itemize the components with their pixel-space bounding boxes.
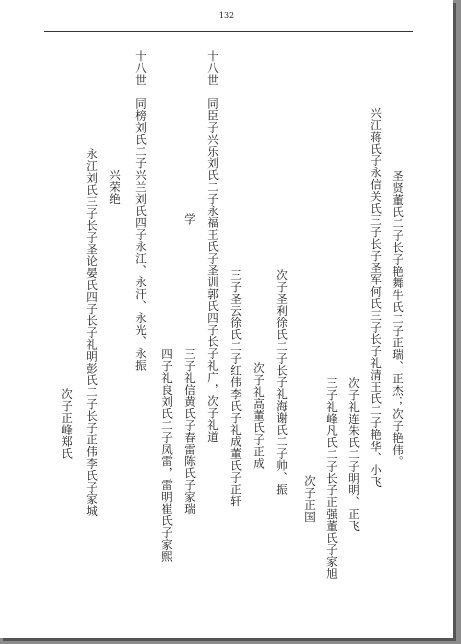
generation-column-18-tongchen: 十八世 同臣子兴乐刘氏二子永福王氏子圣训郭氏四子长子礼广，次子礼道 xyxy=(206,50,220,443)
genealogy-column-12: 四子礼良刘氏二子凤雷，雷明崔氏子家熙 xyxy=(160,348,174,563)
genealogy-column-3: 次子礼连朱氏二子明明、正飞 xyxy=(347,377,361,532)
page-number: 132 xyxy=(218,11,235,20)
genealogy-column-6: 次子圣利徐氏二子长子礼海谢氏二子帅、振 xyxy=(275,269,289,496)
genealogy-column-11: 三子礼信黄氏子春雷陈氏子家瑞 xyxy=(183,348,197,515)
genealogy-column-16: 次子正峰郑氏 xyxy=(60,388,74,460)
genealogy-column-7: 次子礼高董氏子正成 xyxy=(252,362,266,470)
genealogy-column-14: 兴荣绝 xyxy=(108,169,122,205)
genealogy-column-10: 学 xyxy=(183,213,197,225)
genealogy-column-5: 次子正国 xyxy=(303,475,317,523)
generation-column-18-tongbang: 十八世 同榜刘氏二子兴兰刘氏四子永江、永汗、永光、永振 xyxy=(134,50,148,372)
header-rule xyxy=(44,31,413,32)
genealogy-column-2: 兴江蒋氏子永信关氏三子长子圣军何氏三子长子礼清王氏二子艳华、小飞 xyxy=(369,107,383,488)
genealogy-column-4: 三子礼峰凡氏二子长子正强董氏子家旭 xyxy=(325,377,339,580)
genealogy-column-15: 永江刘氏三子长子圣论晏氏四子长子礼明彭氏二子长子正伟李氏子家城 xyxy=(85,148,99,517)
genealogy-column-1: 圣贤董氏二子长子艳舞牛氏二子正瑞、正杰；次子艳伟。 xyxy=(391,170,405,468)
genealogy-column-8: 三子圣云徐氏二子红伟李氏子礼成董氏子正轩 xyxy=(229,269,243,507)
